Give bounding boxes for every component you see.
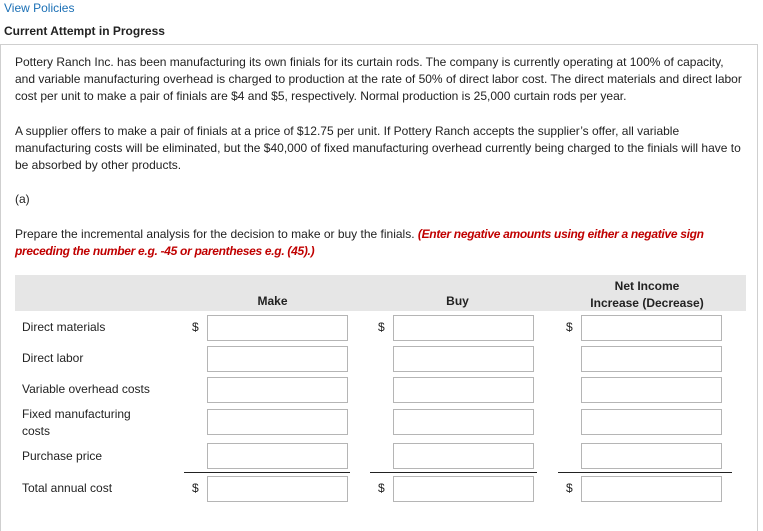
header-net-line1: Net Income bbox=[614, 279, 680, 293]
purchase-price-make-input[interactable] bbox=[207, 443, 348, 469]
direct-labor-make-input[interactable] bbox=[207, 346, 348, 372]
header-buy: Buy bbox=[446, 294, 469, 308]
variable-overhead-buy-input[interactable] bbox=[393, 377, 534, 403]
row-label-fixed-line2: costs bbox=[22, 424, 51, 438]
total-annual-cost-net-input[interactable] bbox=[581, 476, 722, 502]
header-make: Make bbox=[257, 294, 288, 308]
dollar-sign: $ bbox=[566, 320, 573, 334]
row-label-variable-overhead: Variable overhead costs bbox=[22, 382, 150, 396]
purchase-price-net-input[interactable] bbox=[581, 443, 722, 469]
row-label-purchase-price: Purchase price bbox=[22, 449, 103, 463]
fixed-manufacturing-buy-input[interactable] bbox=[393, 409, 534, 435]
dollar-sign: $ bbox=[378, 481, 385, 495]
row-label-direct-labor: Direct labor bbox=[22, 351, 84, 365]
problem-paragraph-2: A supplier offers to make a pair of finials at a price of $12.75 per unit. If Pottery Ranch accepts the supplier’s offer, all variable manufacturing costs will be eliminated, but the $40,000 of fixed manufacturing overhead currently being charged to the finials will have to be absorbed by other products. bbox=[15, 124, 741, 172]
total-annual-cost-buy-input[interactable] bbox=[393, 476, 534, 502]
instruction-note: (Enter negative amounts using either a negative sign preceding the number e.g. -45 or parentheses e.g. (45).) bbox=[15, 227, 704, 258]
direct-materials-net-input[interactable] bbox=[581, 315, 722, 341]
dollar-sign: $ bbox=[192, 481, 199, 495]
header-net-income bbox=[570, 278, 724, 312]
dollar-sign: $ bbox=[192, 320, 199, 334]
direct-labor-buy-input[interactable] bbox=[393, 346, 534, 372]
row-label-total-annual-cost: Total annual cost bbox=[22, 481, 113, 495]
fixed-manufacturing-net-input[interactable] bbox=[581, 409, 722, 435]
dollar-sign: $ bbox=[566, 481, 573, 495]
variable-overhead-net-input[interactable] bbox=[581, 377, 722, 403]
instruction-text: Prepare the incremental analysis for the decision to make or buy the finials. bbox=[15, 227, 415, 241]
total-rule-net bbox=[558, 472, 732, 473]
total-annual-cost-make-input[interactable] bbox=[207, 476, 348, 502]
purchase-price-buy-input[interactable] bbox=[393, 443, 534, 469]
total-rule-buy bbox=[370, 472, 537, 473]
problem-paragraph-1: Pottery Ranch Inc. has been manufacturing its own finials for its curtain rods. The company is currently operating at 100% of capacity, and variable manufacturing overhead is charged to production at the rate of 50% of direct labor cost. The direct materials and direct labor cost per unit to make a pair of finials are $4 and $5, respectively. Normal production is 25,000 curtain rods per year. bbox=[15, 55, 742, 103]
row-label-fixed-line1: Fixed manufacturing bbox=[22, 407, 131, 421]
direct-labor-net-input[interactable] bbox=[581, 346, 722, 372]
variable-overhead-make-input[interactable] bbox=[207, 377, 348, 403]
direct-materials-buy-input[interactable] bbox=[393, 315, 534, 341]
dollar-sign: $ bbox=[378, 320, 385, 334]
row-label-direct-materials: Direct materials bbox=[22, 320, 106, 334]
row-label-fixed-manufacturing bbox=[22, 406, 131, 440]
attempt-status: Current Attempt in Progress bbox=[4, 24, 165, 38]
direct-materials-make-input[interactable] bbox=[207, 315, 348, 341]
fixed-manufacturing-make-input[interactable] bbox=[207, 409, 348, 435]
part-label: (a) bbox=[15, 192, 30, 206]
header-net-line2: Increase (Decrease) bbox=[590, 296, 704, 310]
instruction bbox=[15, 226, 743, 260]
total-rule-make bbox=[184, 472, 350, 473]
view-policies-link[interactable]: View Policies bbox=[4, 1, 75, 15]
